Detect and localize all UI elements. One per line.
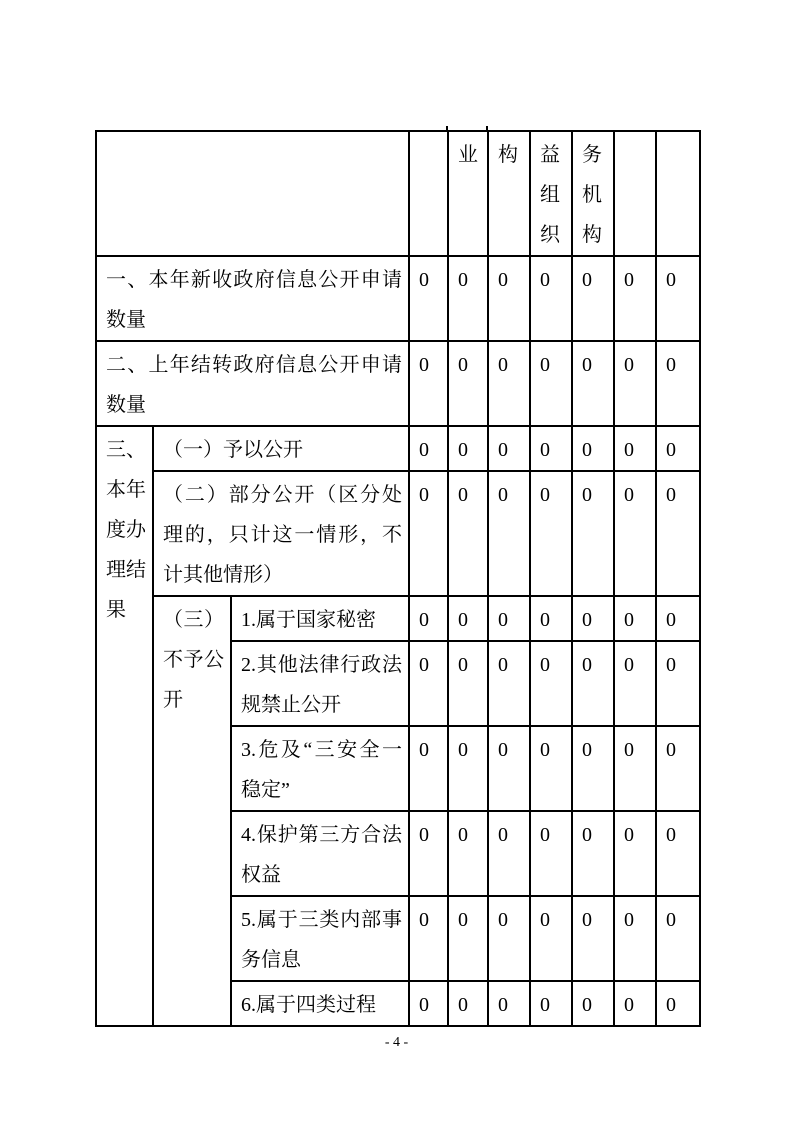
value-cell: 0: [656, 726, 700, 811]
value-cell: 0: [488, 896, 530, 981]
row-label: 二、上年结转政府信息公开申请数量: [96, 341, 409, 426]
value-cell: 0: [572, 256, 614, 341]
header-cell-col3: 构: [488, 131, 530, 256]
value-cell: 0: [572, 426, 614, 471]
header-cell-empty: [96, 131, 409, 256]
value-cell: 0: [448, 256, 488, 341]
value-cell: 0: [488, 641, 530, 726]
value-cell: 0: [614, 981, 656, 1026]
value-cell: 0: [448, 426, 488, 471]
subsection-label: （二）部分公开（区分处理的，只计这一情形，不计其他情形）: [153, 471, 409, 596]
value-cell: 0: [448, 896, 488, 981]
table-row: [96, 341, 700, 426]
value-cell: 0: [409, 596, 448, 641]
value-cell: 0: [572, 641, 614, 726]
table-header-row: [96, 131, 700, 256]
table-row: [96, 256, 700, 341]
value-cell: 0: [572, 341, 614, 426]
value-cell: 0: [572, 596, 614, 641]
item-label: 6.属于四类过程: [231, 981, 409, 1026]
value-cell: 0: [656, 811, 700, 896]
value-cell: 0: [409, 726, 448, 811]
value-cell: 0: [530, 896, 572, 981]
value-cell: 0: [409, 426, 448, 471]
value-cell: 0: [656, 641, 700, 726]
value-cell: 0: [488, 426, 530, 471]
header-cell-col6: [614, 131, 656, 256]
value-cell: 0: [409, 341, 448, 426]
value-cell: 0: [530, 641, 572, 726]
value-cell: 0: [656, 981, 700, 1026]
value-cell: 0: [656, 896, 700, 981]
value-cell: 0: [409, 256, 448, 341]
value-cell: 0: [409, 896, 448, 981]
value-cell: 0: [656, 596, 700, 641]
value-cell: 0: [614, 811, 656, 896]
value-cell: 0: [614, 426, 656, 471]
value-cell: 0: [530, 981, 572, 1026]
item-label: 2.其他法律行政法规禁止公开: [231, 641, 409, 726]
value-cell: 0: [614, 471, 656, 596]
header-cell-col4: 益 组 织: [530, 131, 572, 256]
value-cell: 0: [572, 896, 614, 981]
item-label: 5.属于三类内部事务信息: [231, 896, 409, 981]
table-row: [96, 596, 700, 641]
value-cell: 0: [488, 811, 530, 896]
value-cell: 0: [448, 471, 488, 596]
value-cell: 0: [409, 811, 448, 896]
header-cell-col7: [656, 131, 700, 256]
subsection-label: （一）予以公开: [153, 426, 409, 471]
value-cell: 0: [530, 341, 572, 426]
value-cell: 0: [572, 981, 614, 1026]
value-cell: 0: [448, 641, 488, 726]
value-cell: 0: [530, 471, 572, 596]
header-cell-col5: 务 机 构: [572, 131, 614, 256]
value-cell: 0: [448, 596, 488, 641]
disclosure-report-table: [95, 130, 701, 1027]
value-cell: 0: [530, 596, 572, 641]
header-cell-col1: [409, 131, 448, 256]
value-cell: 0: [448, 811, 488, 896]
value-cell: 0: [572, 471, 614, 596]
value-cell: 0: [530, 426, 572, 471]
value-cell: 0: [572, 811, 614, 896]
value-cell: 0: [448, 981, 488, 1026]
value-cell: 0: [656, 341, 700, 426]
value-cell: 0: [656, 256, 700, 341]
value-cell: 0: [530, 256, 572, 341]
item-label: 1.属于国家秘密: [231, 596, 409, 641]
value-cell: 0: [614, 596, 656, 641]
value-cell: 0: [409, 981, 448, 1026]
value-cell: 0: [614, 341, 656, 426]
value-cell: 0: [488, 256, 530, 341]
header-cell-col2: 业: [448, 131, 488, 256]
value-cell: 0: [448, 726, 488, 811]
value-cell: 0: [656, 426, 700, 471]
value-cell: 0: [614, 726, 656, 811]
value-cell: 0: [614, 641, 656, 726]
value-cell: 0: [488, 341, 530, 426]
value-cell: 0: [488, 596, 530, 641]
value-cell: 0: [448, 341, 488, 426]
subsection-label-refusal: （三）不予公开: [153, 596, 231, 1026]
value-cell: 0: [488, 726, 530, 811]
value-cell: 0: [614, 896, 656, 981]
table-row: [96, 426, 700, 471]
value-cell: 0: [530, 811, 572, 896]
value-cell: 0: [656, 471, 700, 596]
page-number: - 4 -: [384, 1035, 409, 1050]
item-label: 3.危及“三安全一稳定”: [231, 726, 409, 811]
value-cell: 0: [530, 726, 572, 811]
value-cell: 0: [488, 471, 530, 596]
table-row: [96, 471, 700, 596]
value-cell: 0: [488, 981, 530, 1026]
section-label-results: 三、本年度办理结果: [96, 426, 153, 1026]
value-cell: 0: [572, 726, 614, 811]
value-cell: 0: [409, 641, 448, 726]
row-label: 一、本年新收政府信息公开申请数量: [96, 256, 409, 341]
item-label: 4.保护第三方合法权益: [231, 811, 409, 896]
value-cell: 0: [409, 471, 448, 596]
value-cell: 0: [614, 256, 656, 341]
